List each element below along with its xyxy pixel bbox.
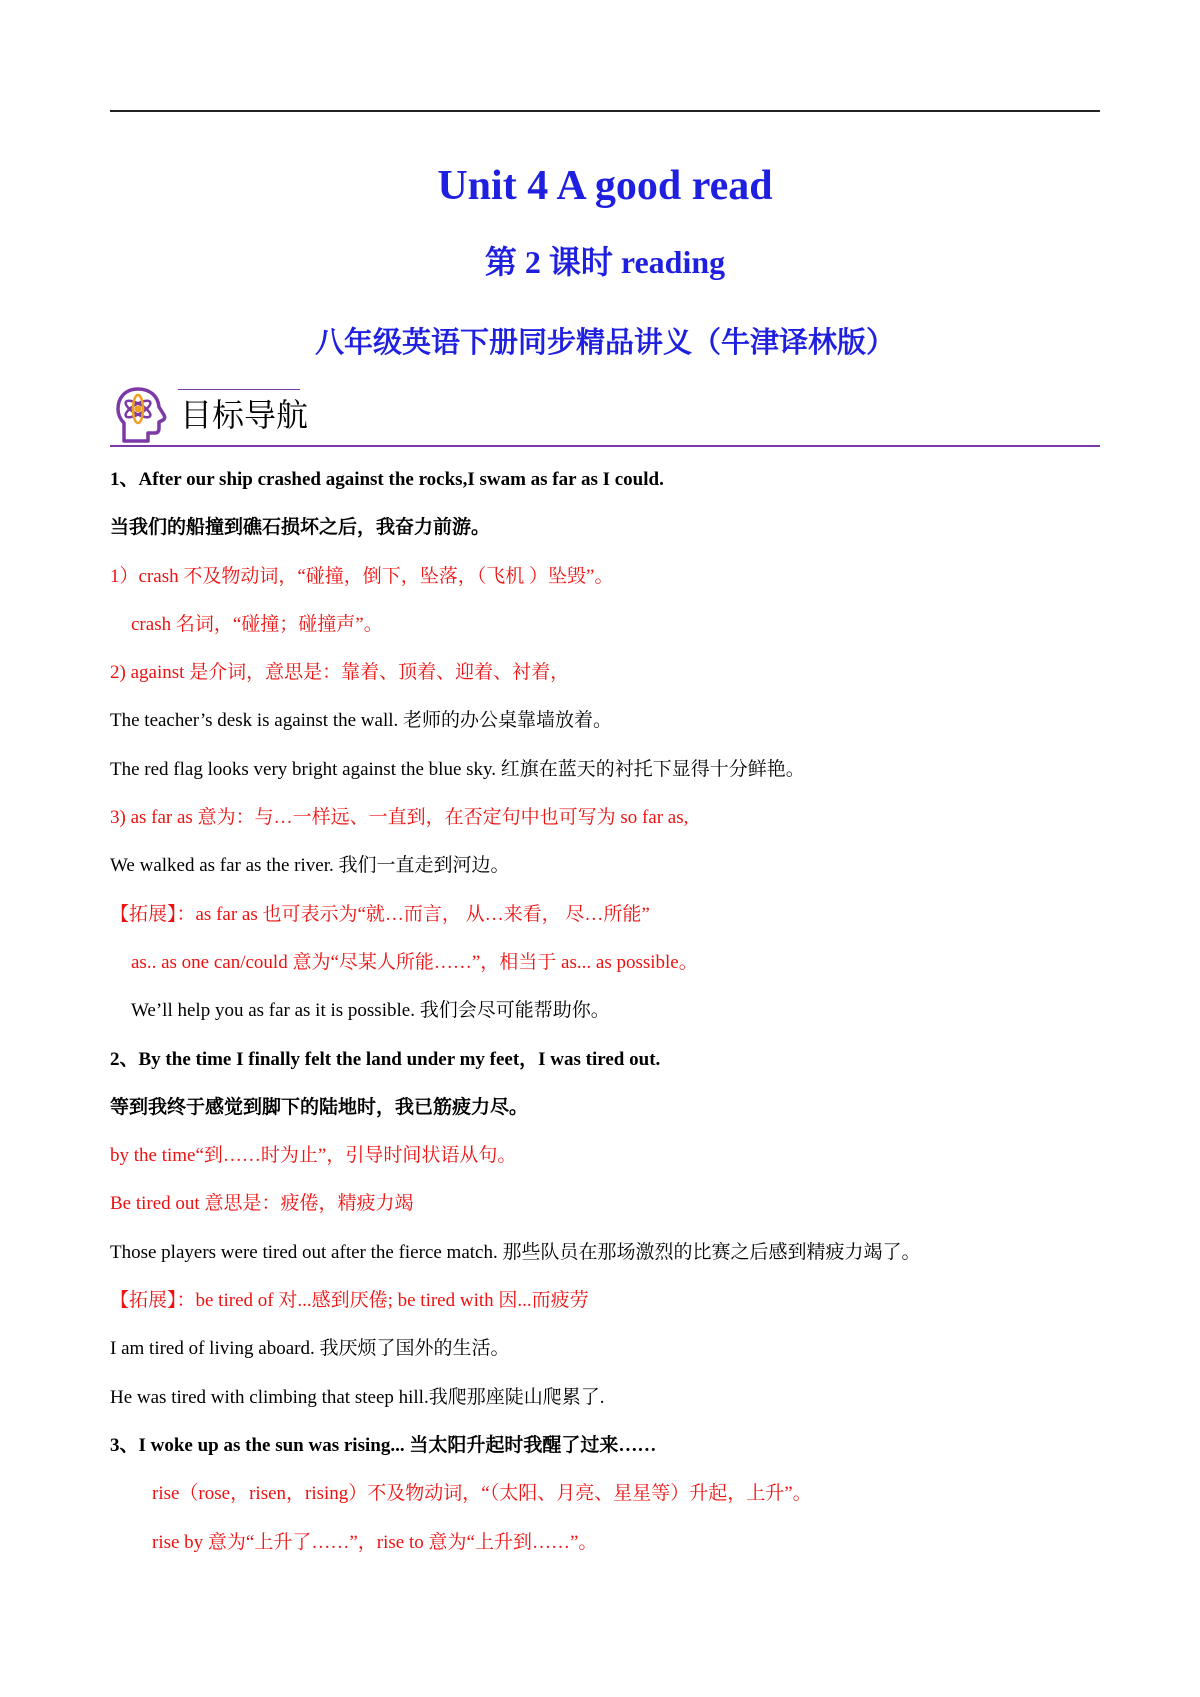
text-line: 2、By the time I finally felt the land under my feet，I was tired out. — [110, 1048, 661, 1070]
text-line: The teacher’s desk is against the wall. 老师的办公桌靠墙放着。 — [110, 710, 612, 732]
unit-title: Unit 4 A good read — [437, 163, 773, 209]
text-line: 当我们的船撞到礁石损坏之后，我奋力前游。 — [110, 517, 491, 539]
series-title: 八年级英语下册同步精品讲义（牛津译林版） — [314, 325, 895, 359]
text-line: 1）crash 不及物动词，“碰撞，倒下，坠落，（飞机 ）坠毁”。 — [110, 565, 614, 587]
brain-atom-head-icon — [114, 385, 170, 445]
text-line: We’ll help you as far as it is possible. 我们会尽可能帮助你。 — [131, 1000, 610, 1022]
text-line: by the time“到……时为止”，引导时间状语从句。 — [110, 1145, 517, 1167]
text-line: We walked as far as the river. 我们一直走到河边。 — [110, 855, 510, 877]
lesson-content — [110, 456, 1100, 1567]
text-line: 等到我终于感觉到脚下的陆地时，我已筋疲力尽。 — [110, 1096, 529, 1118]
text-line: as.. as one can/could 意为“尽某人所能……”，相当于 as... as possible。 — [131, 951, 698, 973]
text-line: Those players were tired out after the fierce match. 那些队员在那场激烈的比赛之后感到精疲力竭了。 — [110, 1241, 921, 1263]
section-overline — [178, 389, 300, 390]
text-line: crash 名词，“碰撞；碰撞声”。 — [131, 613, 383, 635]
text-line: I am tired of living aboard. 我厌烦了国外的生活。 — [110, 1338, 510, 1360]
section-title: 目标导航 — [180, 396, 309, 434]
text-line: 【拓展】：as far as 也可表示为“就…而言， 从…来看， 尽…所能” — [110, 903, 650, 925]
top-rule — [110, 110, 1100, 112]
text-line: Be tired out 意思是：疲倦，精疲力竭 — [110, 1193, 414, 1215]
text-line: rise（rose，risen，rising）不及物动词，“（太阳、月亮、星星等）升起，上升”。 — [152, 1483, 812, 1505]
text-line: He was tired with climbing that steep hill.我爬那座陡山爬累了. — [110, 1386, 605, 1408]
text-line: The red flag looks very bright against the blue sky. 红旗在蓝天的衬托下显得十分鲜艳。 — [110, 758, 805, 780]
lesson-subtitle: 第 2 课时 reading — [484, 244, 726, 280]
text-line: rise by 意为“上升了……”，rise to 意为“上升到……”。 — [152, 1531, 598, 1553]
text-line: 3) as far as 意为：与…一样远、一直到，在否定句中也可写为 so far as, — [110, 807, 689, 829]
section-header — [110, 385, 1100, 449]
text-line: 【拓展】：be tired of 对...感到厌倦; be tired with 因...而疲劳 — [110, 1290, 589, 1312]
text-line: 1、After our ship crashed against the rocks,I swam as far as I could. — [110, 469, 664, 490]
text-line: 3、I woke up as the sun was rising... 当太阳升起时我醒了过来…… — [110, 1434, 657, 1456]
text-line: 2) against 是介词，意思是：靠着、顶着、迎着、衬着， — [110, 662, 570, 684]
section-rule — [110, 445, 1100, 447]
